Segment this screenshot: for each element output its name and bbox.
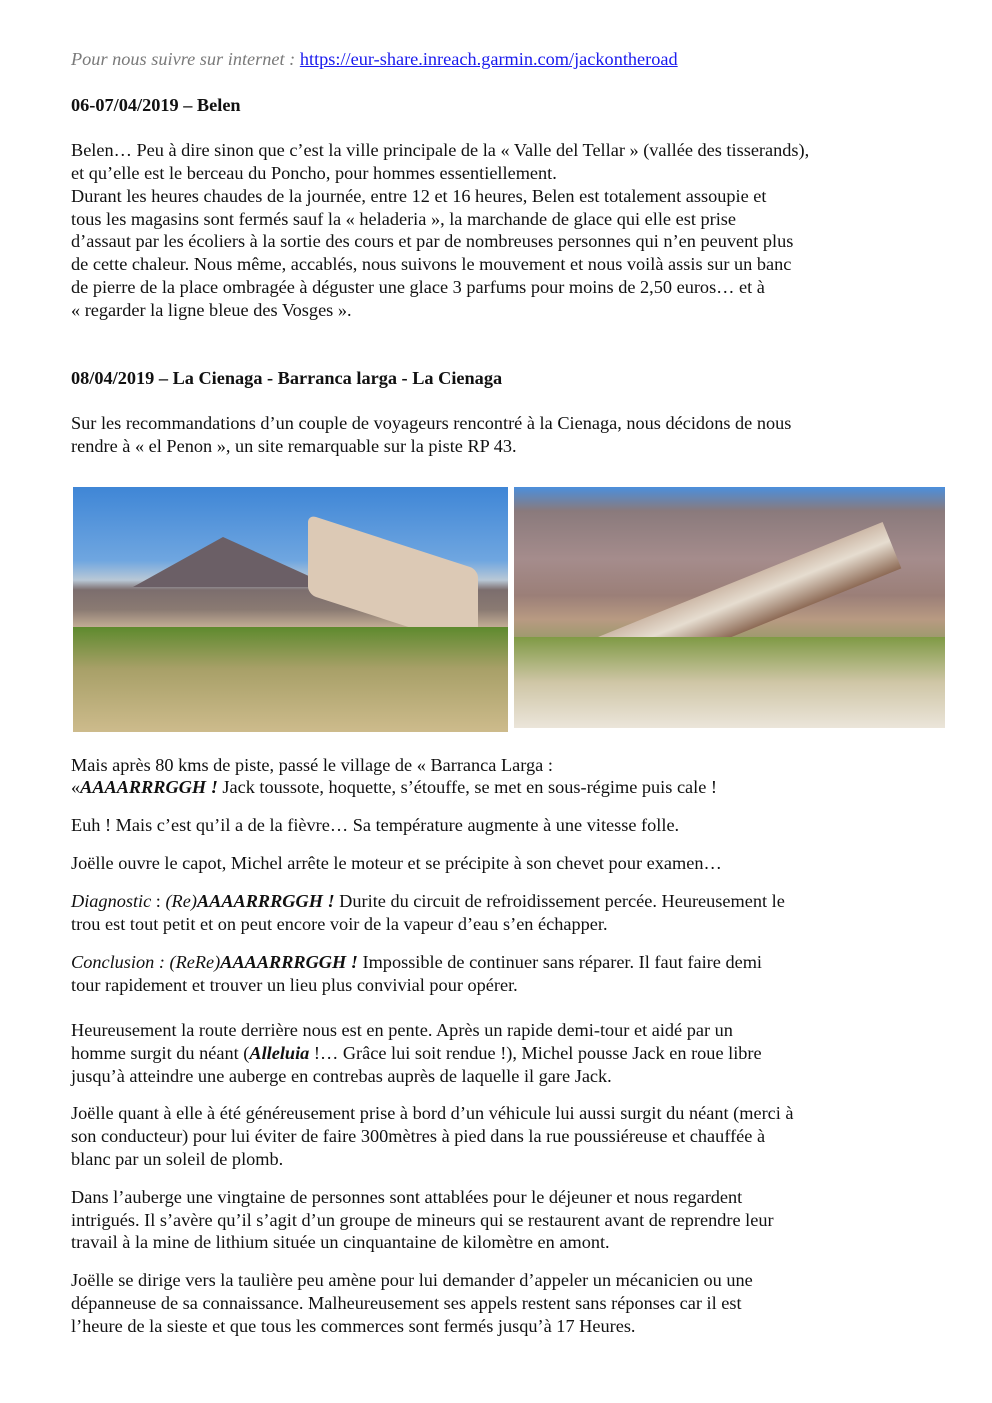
exclamation: AAAARRRGGH ! <box>80 777 218 797</box>
paragraph-line: l’heure de la sieste et que tous les commerces sont fermés jusqu’à 17 Heures. <box>71 1316 636 1336</box>
paragraph-line: blanc par un soleil de plomb. <box>71 1149 284 1169</box>
paragraph-line: tous les magasins sont fermés sauf la « heladeria », la marchande de glace qui elle est prise <box>71 209 736 229</box>
paragraph-line: Joëlle quant à elle à été généreusement prise à bord d’un véhicule lui aussi surgit du néant (merci à <box>71 1103 794 1123</box>
exclamation: AAAARRRGGH ! <box>196 891 335 911</box>
paragraph-line: Dans l’auberge une vingtaine de personnes sont attablées pour le déjeuner et nous regardent <box>71 1187 743 1207</box>
text: Jack toussote, hoquette, s’étouffe, se met en sous-régime puis cale ! <box>217 777 718 797</box>
follow-label: Pour nous suivre sur internet : <box>71 49 300 69</box>
paragraph-line: Joëlle se dirige vers la taulière peu amène pour lui demander d’appeler un mécanicien ou une <box>71 1270 753 1290</box>
re: (Re) <box>165 891 197 911</box>
paragraph-line: rendre à « el Penon », un site remarquable sur la piste RP 43. <box>71 436 517 456</box>
paragraph-line: Euh ! Mais c’est qu’il a de la fièvre… Sa température augmente à une vitesse folle. <box>71 815 680 835</box>
alleluia: Alleluia <box>249 1043 310 1063</box>
paragraph-line <box>71 1042 762 1064</box>
paragraph-line: intrigués. Il s’avère qu’il s’agit d’un groupe de mineurs qui se restaurent avant de reprendre leur <box>71 1210 774 1230</box>
paragraph-line: et qu’elle est le berceau du Poncho, pour hommes essentiellement. <box>71 163 557 183</box>
conclusion-label: Conclusion : (ReRe) <box>71 952 221 972</box>
text: homme surgit du néant ( <box>71 1043 250 1063</box>
text: Durite du circuit de refroidissement percée. Heureusement le <box>334 891 785 911</box>
paragraph-line: travail à la mine de lithium située un cinquantaine de kilomètre en amont. <box>71 1232 610 1252</box>
paragraph-line: trou est tout petit et on peut encore voir de la vapeur d’eau s’en échapper. <box>71 914 608 934</box>
paragraph-line: Durant les heures chaudes de la journée, entre 12 et 16 heures, Belen est totalement assoupie et <box>71 186 767 206</box>
paragraph-line: d’assaut par les écoliers à la sortie des cours et par de nombreuses personnes qui n’en peuvent plus <box>71 231 794 251</box>
diagnostic-line <box>71 890 785 912</box>
paragraph-line: de cette chaleur. Nous même, accablés, nous suivons le mouvement et nous voilà assis sur un banc <box>71 254 792 274</box>
photo-tilted-rocks <box>514 487 945 728</box>
paragraph-line: jusqu’à atteindre une auberge en contrebas auprès de laquelle il gare Jack. <box>71 1066 612 1086</box>
section-heading-belen: 06-07/04/2019 – Belen <box>71 95 241 115</box>
text: !… Grâce lui soit rendue !), Michel pousse Jack en roue libre <box>309 1043 762 1063</box>
paragraph-line: « regarder la ligne bleue des Vosges ». <box>71 300 352 320</box>
tracking-link[interactable]: https://eur-share.inreach.garmin.com/jackontheroad <box>299 49 678 69</box>
section-heading-cienaga: 08/04/2019 – La Cienaga - Barranca larga - La Cienaga <box>71 368 503 388</box>
photo-valley-rocks <box>73 487 508 732</box>
exclamation: AAAARRRGGH ! <box>220 952 358 972</box>
conclusion-line <box>71 951 762 973</box>
follow-line <box>71 48 678 70</box>
diagnostic-label: Diagnostic <box>71 891 152 911</box>
paragraph-line: son conducteur) pour lui éviter de faire 300mètres à pied dans la rue poussiéreuse et chauffée à <box>71 1126 766 1146</box>
paragraph-line: Belen… Peu à dire sinon que c’est la ville principale de la « Valle del Tellar » (vallée des tisserands), <box>71 140 810 160</box>
paragraph-line: de pierre de la place ombragée à déguster une glace 3 parfums pour moins de 2,50 euros… et à <box>71 277 765 297</box>
paragraph-line: Heureusement la route derrière nous est en pente. Après un rapide demi-tour et aidé par un <box>71 1020 733 1040</box>
separator: : <box>151 891 166 911</box>
paragraph-line <box>71 776 717 798</box>
paragraph-line: dépanneuse de sa connaissance. Malheureusement ses appels restent sans réponses car il est <box>71 1293 742 1313</box>
text: Impossible de continuer sans réparer. Il faut faire demi <box>357 952 762 972</box>
paragraph-line: Mais après 80 kms de piste, passé le village de « Barranca Larga : <box>71 755 553 775</box>
paragraph-line: Sur les recommandations d’un couple de voyageurs rencontré à la Cienaga, nous décidons de nous <box>71 413 792 433</box>
paragraph-line: tour rapidement et trouver un lieu plus convivial pour opérer. <box>71 975 518 995</box>
paragraph-line: Joëlle ouvre le capot, Michel arrête le moteur et se précipite à son chevet pour examen… <box>71 853 722 873</box>
quote-mark: « <box>71 777 81 797</box>
